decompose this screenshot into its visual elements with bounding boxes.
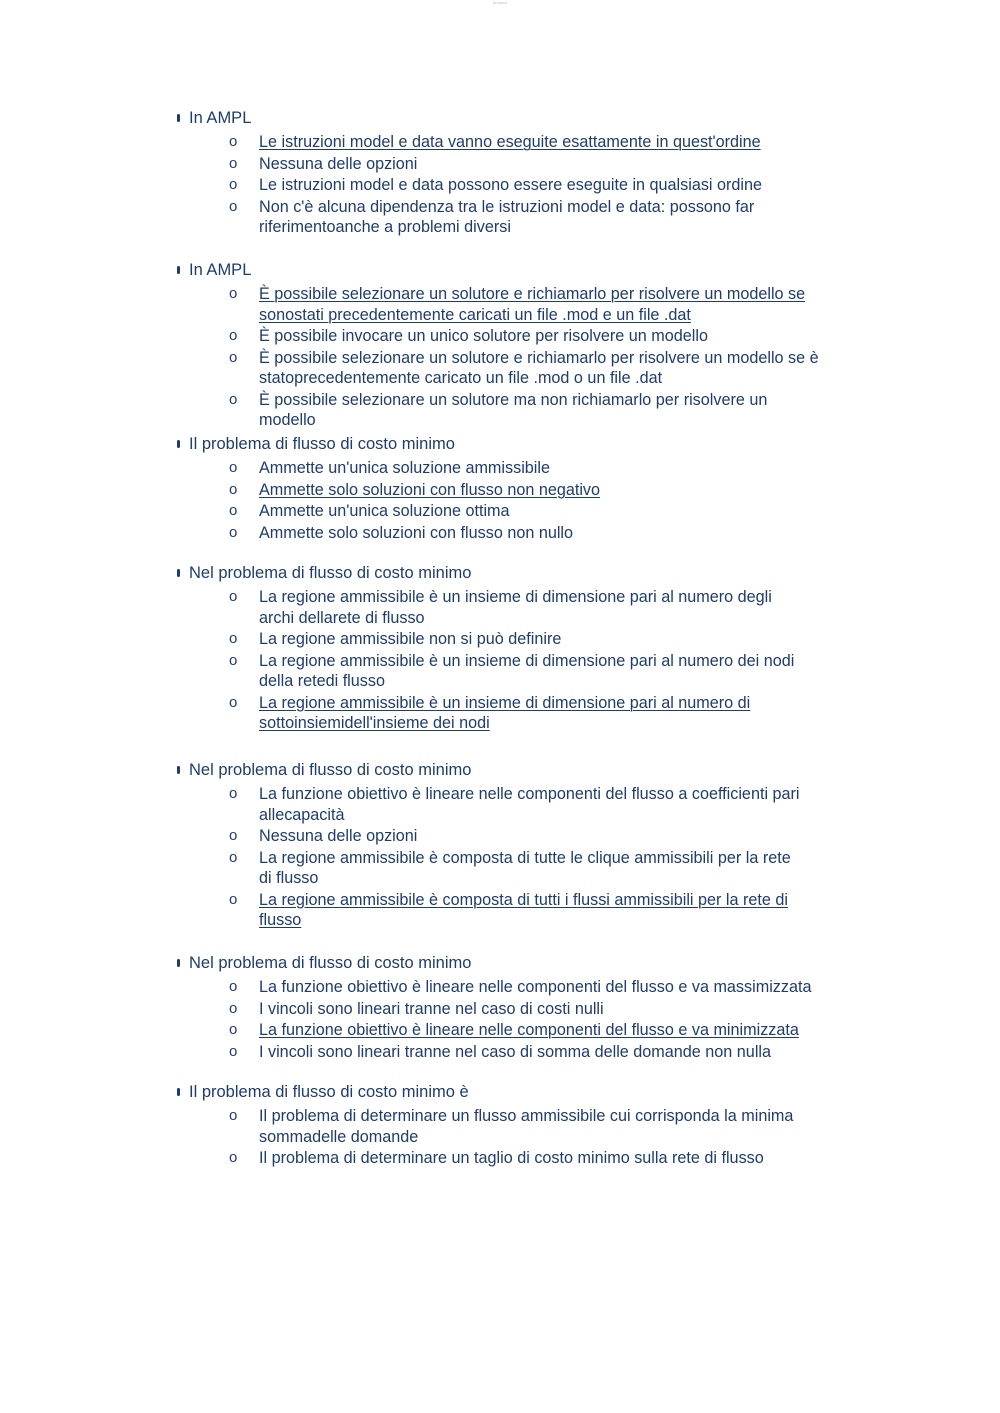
circle-bullet-icon: o [229,197,238,215]
answer-option [176,458,896,479]
question-heading [176,434,896,454]
circle-bullet-icon: o [229,176,238,193]
question-title: Nel problema di flusso di costo minimo [189,564,472,582]
option-text: La regione ammissibile è composta di tutti i flussi ammissibili per la rete di flusso [259,890,789,929]
circle-bullet-icon: o [229,999,238,1017]
option-text: La funzione obiettivo è lineare nelle componenti del flusso e va massimizzata [259,978,812,996]
option-text: Nessuna delle opzioni [259,827,418,845]
answer-option [176,999,896,1020]
option-text: È possibile selezionare un solutore e richiamarlo per risolvere un modello se sonostati precedentemente caricati un file .mod e un file .dat [259,285,806,324]
option-text: Ammette solo soluzioni con flusso non nullo [259,523,574,542]
answer-option [176,826,896,847]
answer-option [176,348,896,389]
answer-option [176,1148,896,1169]
correct-answer-option [176,284,896,325]
option-text: La funzione obiettivo è lineare nelle componenti del flusso a coefficienti pari allecapacità [259,785,800,824]
question-title: In AMPL [189,261,252,279]
option-text: La regione ammissibile non si può definire [259,630,562,648]
correct-answer-option [176,480,896,501]
option-text: È possibile invocare un unico solutore per risolvere un modello [259,327,708,345]
option-text: La funzione obiettivo è lineare nelle componenti del flusso e va minimizzata [259,1021,799,1039]
bullet-icon [177,440,180,448]
circle-bullet-icon: o [229,651,238,669]
correct-answer-option [176,890,896,931]
option-text: La regione ammissibile è un insieme di dimensione pari al numero degli archi dellarete di flusso [259,588,772,627]
bullet-icon [177,766,180,774]
bullet-icon [177,114,180,122]
option-text: Le istruzioni model e data possono essere eseguite in qualsiasi ordine [259,176,763,194]
option-text: Nessuna delle opzioni [259,154,418,173]
option-text: Il problema di determinare un flusso ammissibile cui corrisponda la minima sommadelle domande [259,1107,794,1146]
circle-bullet-icon: o [229,978,238,995]
option-list [176,132,896,238]
option-text: La regione ammissibile è un insieme di dimensione pari al numero dei nodi della retedi flusso [259,651,795,690]
circle-bullet-icon: o [229,630,238,647]
answer-option [176,523,896,544]
option-list [176,977,896,1062]
answer-option [176,1106,896,1147]
correct-answer-option [176,1020,896,1041]
circle-bullet-icon: o [229,785,238,802]
answer-option [176,651,896,692]
answer-option [176,197,896,238]
question-heading [176,1082,896,1102]
option-text: La regione ammissibile è composta di tutte le clique ammissibili per la rete di flusso [259,848,791,887]
answer-option [176,784,896,825]
option-text: La regione ammissibile è un insieme di dimensione pari al numero di sottoinsiemidell'insieme dei nodi [259,693,751,732]
answer-option [176,587,896,628]
option-list [176,284,896,431]
answer-option [176,326,896,347]
question-block [176,953,896,1063]
option-text: I vincoli sono lineari tranne nel caso di somma delle domande non nulla [259,1042,772,1061]
question-block [176,434,896,544]
question-title: In AMPL [189,109,252,127]
answer-option [176,501,896,522]
answer-option [176,154,896,175]
circle-bullet-icon: o [229,1107,238,1124]
circle-bullet-icon: o [229,390,238,408]
answer-option [176,1042,896,1063]
answer-option [176,390,896,431]
option-text: Le istruzioni model e data vanno eseguite esattamente in quest'ordine [259,133,761,151]
option-list [176,587,896,734]
circle-bullet-icon: o [229,848,238,866]
circle-bullet-icon: o [229,502,238,519]
circle-bullet-icon: o [229,133,238,150]
circle-bullet-icon: o [229,459,238,476]
question-heading [176,953,896,973]
option-text: Il problema di determinare un taglio di costo minimo sulla rete di flusso [259,1149,764,1167]
circle-bullet-icon: o [229,348,238,366]
option-text: Ammette un'unica soluzione ammissibile [259,459,550,477]
question-heading [176,108,896,128]
answer-option [176,977,896,998]
circle-bullet-icon: o [229,1021,238,1038]
question-title: Il problema di flusso di costo minimo [189,435,455,453]
circle-bullet-icon: o [229,827,238,844]
question-title: Il problema di flusso di costo minimo è [189,1083,469,1101]
circle-bullet-icon: o [229,693,238,711]
correct-answer-option [176,132,896,153]
circle-bullet-icon: o [229,1149,238,1166]
bullet-icon [177,959,180,967]
circle-bullet-icon: o [229,285,238,302]
circle-bullet-icon: o [229,523,238,541]
page-header-mark: Annunci [492,0,508,5]
question-heading [176,760,896,780]
option-text: Ammette un'unica soluzione ottima [259,502,510,520]
question-heading [176,260,896,280]
question-title: Nel problema di flusso di costo minimo [189,761,472,779]
question-block [176,563,896,735]
answer-option [176,629,896,650]
answer-option [176,175,896,196]
circle-bullet-icon: o [229,327,238,344]
circle-bullet-icon: o [229,154,238,172]
option-text: È possibile selezionare un solutore ma non richiamarlo per risolvere un modello [259,390,768,429]
bullet-icon [177,569,180,577]
bullet-icon [177,266,180,274]
question-block [176,760,896,932]
question-block [176,1082,896,1170]
option-list [176,1106,896,1169]
bullet-icon [177,1088,180,1096]
circle-bullet-icon: o [229,1042,238,1060]
option-text: È possibile selezionare un solutore e richiamarlo per risolvere un modello se è statoprecedentemente caricato un file .mod o un file .dat [259,348,819,387]
option-text: I vincoli sono lineari tranne nel caso di costi nulli [259,999,604,1018]
circle-bullet-icon: o [229,588,238,605]
question-block [176,260,896,432]
option-list [176,784,896,931]
question-heading [176,563,896,583]
circle-bullet-icon: o [229,890,238,908]
option-list [176,458,896,543]
circle-bullet-icon: o [229,480,238,498]
question-block [176,108,896,239]
question-title: Nel problema di flusso di costo minimo [189,954,472,972]
option-text: Non c'è alcuna dipendenza tra le istruzioni model e data: possono far riferimentoanche a problemi diversi [259,197,755,236]
answer-option [176,848,896,889]
option-text: Ammette solo soluzioni con flusso non negativo [259,480,601,499]
correct-answer-option [176,693,896,734]
